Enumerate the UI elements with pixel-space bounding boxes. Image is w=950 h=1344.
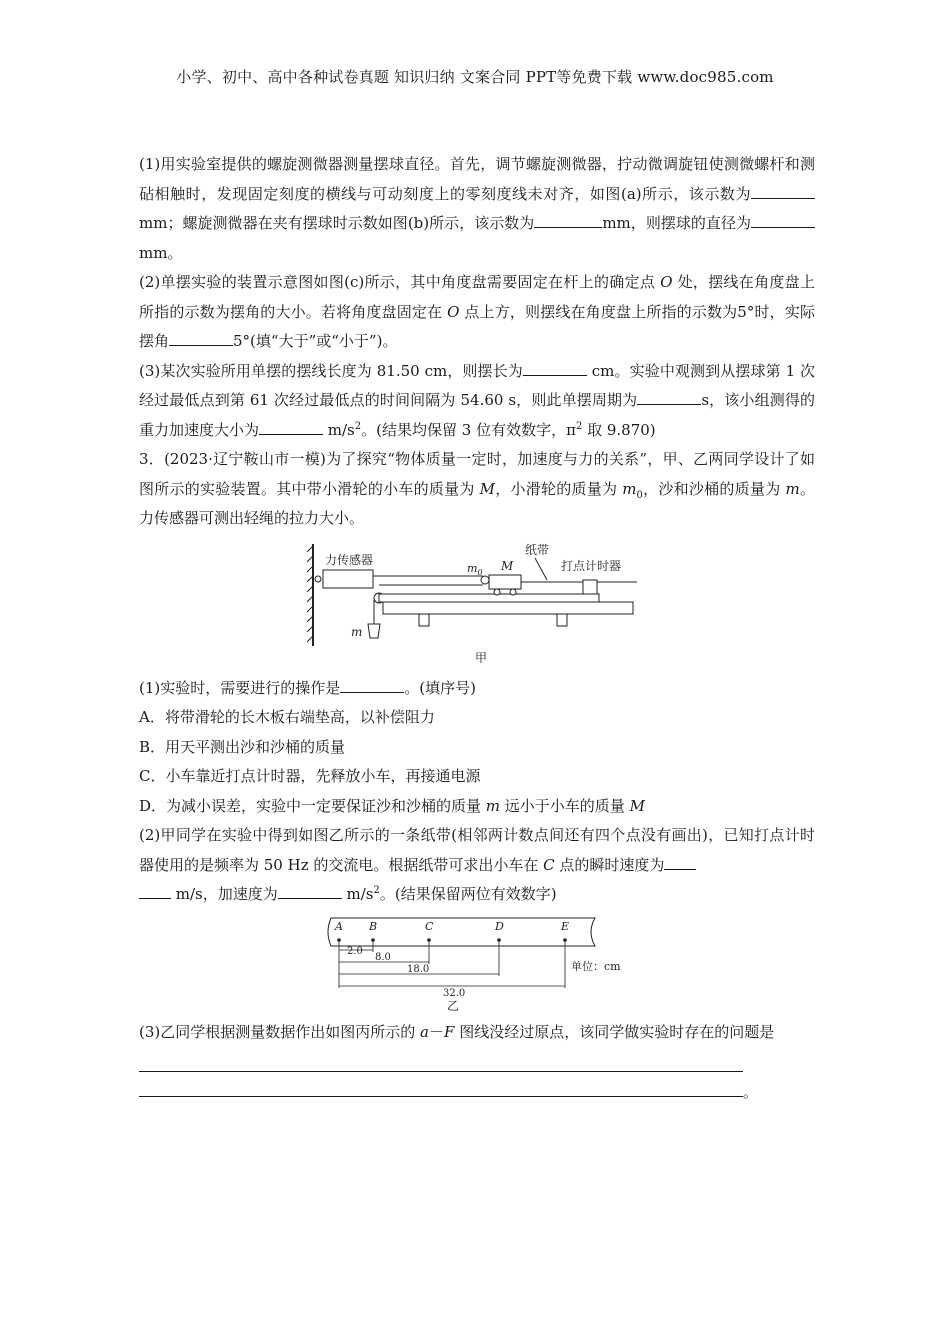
option-b: B．用天平测出沙和沙桶的质量 xyxy=(139,737,346,756)
dist-ad: 18.0 xyxy=(407,963,430,975)
answer-blank[interactable] xyxy=(637,387,701,405)
car-wheel xyxy=(510,589,516,595)
answer-blank[interactable] xyxy=(523,358,587,376)
figure-caption-yi: 乙 xyxy=(447,998,460,1012)
option-a: A．将带滑轮的长木板右端垫高，以补偿阻力 xyxy=(139,708,435,726)
option-c: C．小车靠近打点计时器，先释放小车，再接通电源 xyxy=(139,767,481,785)
answer-blank[interactable] xyxy=(664,852,696,870)
table-leg xyxy=(419,614,429,626)
force-sensor-label: 力传感器 xyxy=(325,552,374,567)
car-pulley xyxy=(481,576,489,584)
option-d: D．为减小误差，实验中一定要保证沙和沙桶的质量 m 远小于小车的质量 M xyxy=(139,796,645,815)
timer-label: 打点计时器 xyxy=(561,558,622,573)
label-b: B xyxy=(369,919,378,933)
answer-blank[interactable] xyxy=(534,210,602,228)
content xyxy=(139,150,815,1108)
tape-label-pointer xyxy=(535,558,547,580)
q2-part3: (3)某次实验所用单摆的摆线长度为 81.50 cm，则摆长为 cm。实验中观测到从摆球第 1 次经过最低点到第 61 次经过最低点的时间间隔为 54.60 s，则此单摆周期为 s，该小组测得的重力加速度大小为 $m/s^2$。(结果均保留 3 位有效数字，$\pi^2$ 取 9.870) xyxy=(139,357,815,446)
dist-ab: 2.0 xyxy=(347,945,363,957)
answer-blank[interactable] xyxy=(751,181,815,199)
answer-blank[interactable] xyxy=(259,417,323,435)
label-a: A xyxy=(335,919,343,933)
pulley-mass-label: $m_0$ xyxy=(467,561,483,577)
answer-line[interactable] xyxy=(139,1053,743,1072)
answer-blank[interactable] xyxy=(278,881,342,899)
car-wheel xyxy=(494,589,500,595)
end-mark: 。 xyxy=(743,1083,759,1101)
label-d: D xyxy=(495,919,504,933)
q3-intro: 3．(2023·辽宁鞍山市一模)为了探究“物体质量一定时，加速度与力的关系”，甲、乙两同学设计了如图所示的实验装置。其中带小滑轮的小车的质量为 M，小滑轮的质量为 $m_0$，沙和沙桶的质量为 m。力传感器可测出轻绳的拉力大小。 xyxy=(139,450,815,527)
answer-blank[interactable] xyxy=(340,675,404,693)
dist-ae: 32.0 xyxy=(443,987,466,999)
q3-sub1: (1)实验时，需要进行的操作是 。(填序号) xyxy=(139,674,815,704)
answer-blank[interactable] xyxy=(169,328,233,346)
wall-hook xyxy=(315,576,321,582)
car xyxy=(489,575,521,589)
dist-ac: 8.0 xyxy=(375,951,391,963)
label-e: E xyxy=(561,919,570,933)
q3-sub2: (2)甲同学在实验中得到如图乙所示的一条纸带(相邻两计数点间还有四个点没有画出)，已知打点计时器使用的是频率为 50 Hz 的交流电。根据纸带可求出小车在 C 点的瞬时速度为 m/s，加速度为 $m/s^2$。(结果保留两位有效数字) xyxy=(139,826,815,903)
figure-paper-tape xyxy=(325,916,645,1012)
q2-part1: (1)用实验室提供的螺旋测微器测量摆球直径。首先，调节螺旋测微器，拧动微调旋钮使测微螺杆和测砧相触时，发现固定刻度的横线与可动刻度上的零刻度线未对齐，如图(a)所示，该示数为 mm；螺旋测微器在夹有摆球时示数如图(b)所示，该示数为 mm，则摆球的直径为 mm。 xyxy=(139,155,815,262)
table-leg xyxy=(557,614,567,626)
sand-bucket xyxy=(368,624,380,638)
label-c: C xyxy=(425,919,434,933)
page-header: 小学、初中、高中各种试卷真题 知识归纳 文案合同 PPT等免费下载 www.doc985.com xyxy=(176,68,774,86)
q2-part2: (2)单摆实验的装置示意图如图(c)所示，其中角度盘需要固定在杆上的确定点 O 处，摆线在角度盘上所指的示数为摆角的大小。若将角度盘固定在 O 点上方，则摆线在角度盘上所指的示数为5°时，实际摆角 5°(填“大于”或“小于”)。 xyxy=(139,273,815,350)
bucket-mass-label: m xyxy=(351,624,363,639)
answer-line[interactable] xyxy=(139,1078,743,1097)
table-top xyxy=(383,602,633,614)
answer-blank[interactable] xyxy=(751,210,815,228)
dot-timer xyxy=(583,580,597,594)
car-mass-label: M xyxy=(501,558,514,573)
unit-label: 单位：cm xyxy=(571,959,621,973)
force-sensor xyxy=(323,570,373,588)
figure-caption-jia: 甲 xyxy=(475,650,488,665)
q3-sub3: (3)乙同学根据测量数据作出如图丙所示的 a－F 图线没经过原点，该同学做实验时存在的问题是 xyxy=(139,1022,775,1041)
long-board xyxy=(379,594,599,602)
figure-apparatus xyxy=(307,542,637,670)
answer-blank[interactable] xyxy=(139,881,171,899)
tape-label: 纸带 xyxy=(525,542,550,557)
